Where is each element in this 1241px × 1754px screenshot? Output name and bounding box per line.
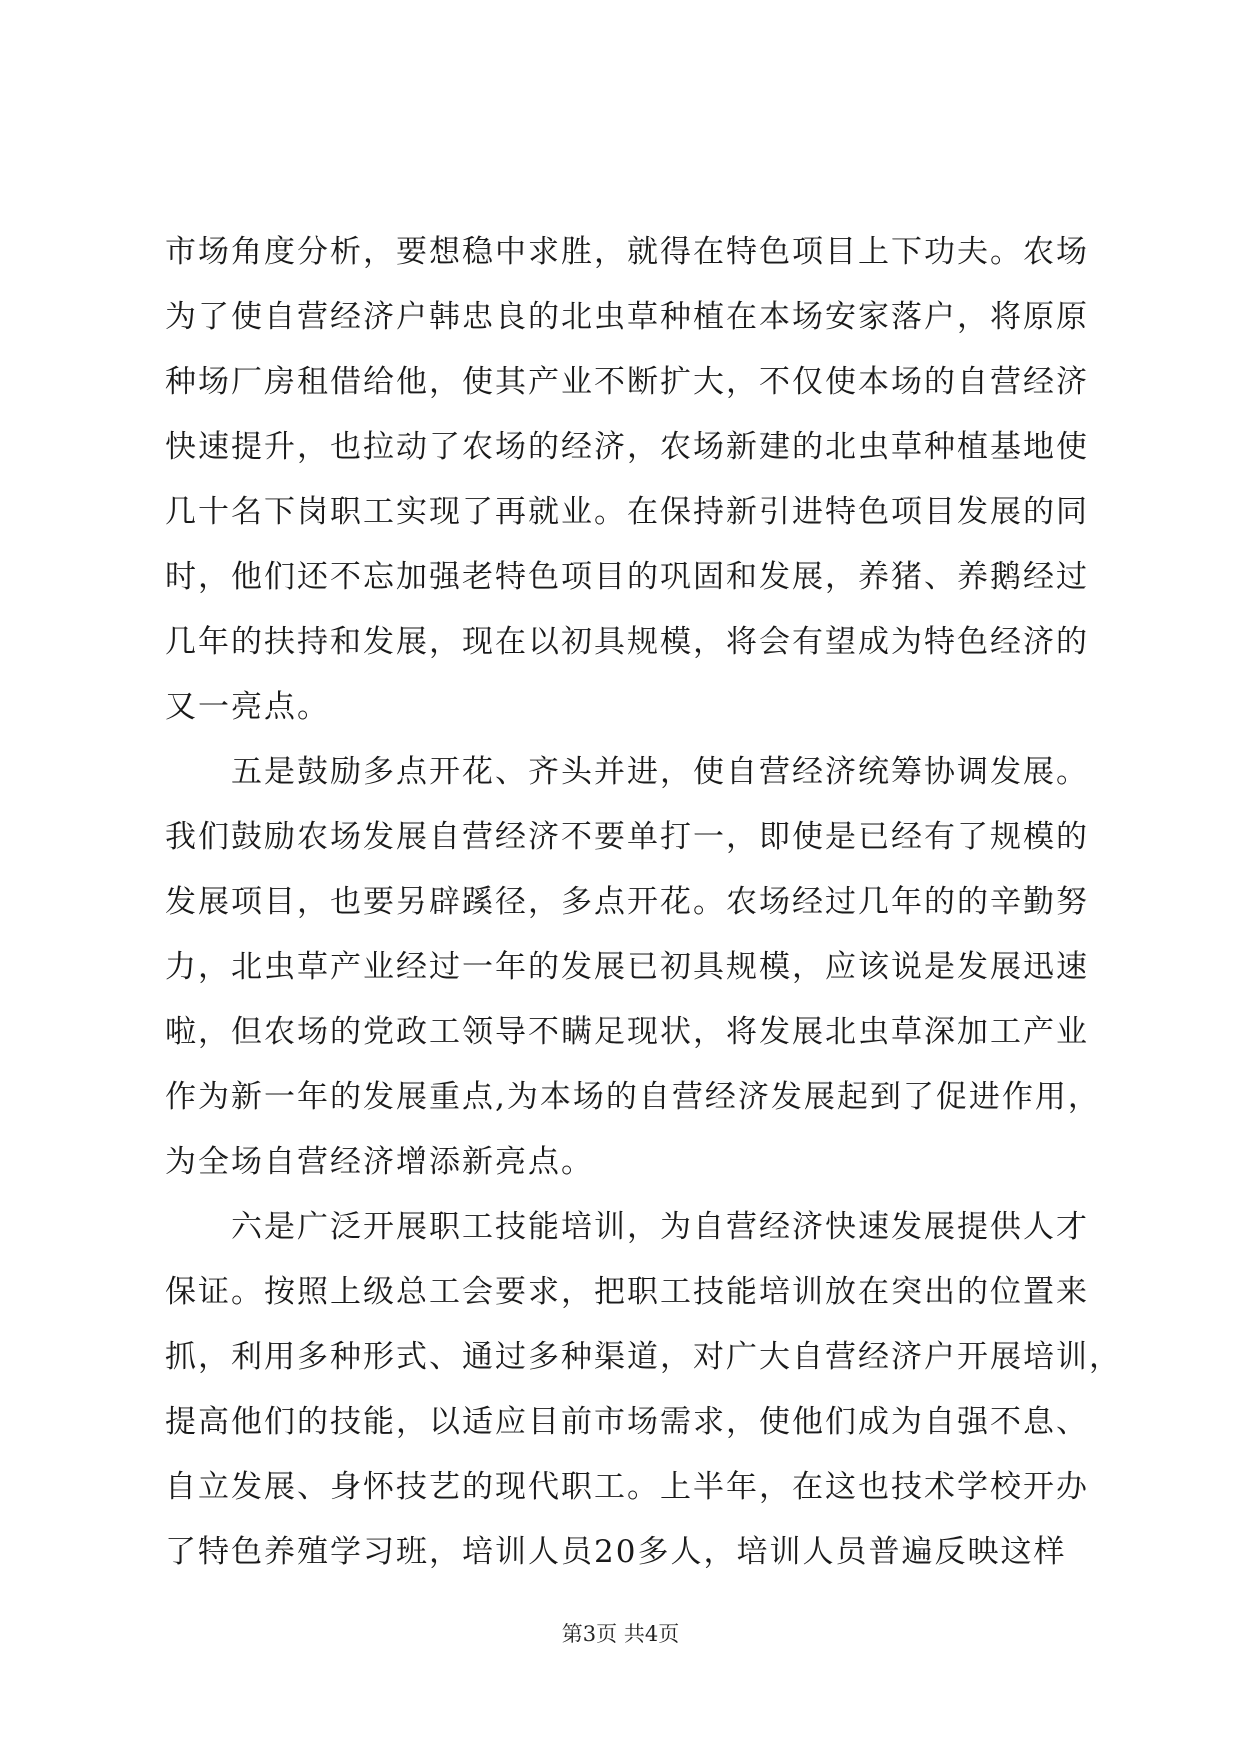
text-line: 快速提升，也拉动了农场的经济，农场新建的北虫草种植基地使 — [165, 429, 1089, 465]
document-body — [165, 220, 1122, 1585]
text-line: 为全场自营经济增添新亮点。 — [165, 1144, 594, 1180]
text-line: 发展项目，也要另辟蹊径，多点开花。农场经过几年的的辛勤努 — [165, 884, 1089, 920]
text-line: 作为新一年的发展重点,为本场的自营经济发展起到了促进作用， — [165, 1079, 1101, 1115]
text-line: 保证。按照上级总工会要求，把职工技能培训放在突出的位置来 — [165, 1274, 1089, 1310]
text-line: 啦，但农场的党政工领导不瞒足现状，将发展北虫草深加工产业 — [165, 1014, 1089, 1050]
text-line: 自立发展、身怀技艺的现代职工。上半年，在这也技术学校开办 — [165, 1469, 1089, 1505]
text-line: 时，他们还不忘加强老特色项目的巩固和发展，养猪、养鹅经过 — [165, 559, 1089, 595]
text-line: 种场厂房租借给他，使其产业不断扩大，不仅使本场的自营经济 — [165, 364, 1089, 400]
text-line: 几十名下岗职工实现了再就业。在保持新引进特色项目发展的同 — [165, 494, 1089, 530]
text-line: 市场角度分析，要想稳中求胜，就得在特色项目上下功夫。农场 — [165, 234, 1089, 270]
text-line: 又一亮点。 — [165, 689, 330, 725]
text-line: 六是广泛开展职工技能培训，为自营经济快速发展提供人才 — [165, 1209, 1089, 1245]
page-number-footer: 第3页 共4页 — [561, 1622, 680, 1646]
text-line: 提高他们的技能，以适应目前市场需求，使他们成为自强不息、 — [165, 1404, 1089, 1440]
text-line: 了特色养殖学习班，培训人员20多人，培训人员普遍反映这样 — [165, 1534, 1067, 1570]
text-line: 五是鼓励多点开花、齐头并进，使自营经济统筹协调发展。 — [165, 754, 1089, 790]
text-line: 我们鼓励农场发展自营经济不要单打一，即使是已经有了规模的 — [165, 819, 1089, 855]
text-line: 几年的扶持和发展，现在以初具规模，将会有望成为特色经济的 — [165, 624, 1089, 660]
text-line: 力，北虫草产业经过一年的发展已初具规模，应该说是发展迅速 — [165, 949, 1089, 985]
text-line: 为了使自营经济户韩忠良的北虫草种植在本场安家落户，将原原 — [165, 299, 1089, 335]
text-line: 抓，利用多种形式、通过多种渠道，对广大自营经济户开展培训， — [165, 1339, 1122, 1375]
